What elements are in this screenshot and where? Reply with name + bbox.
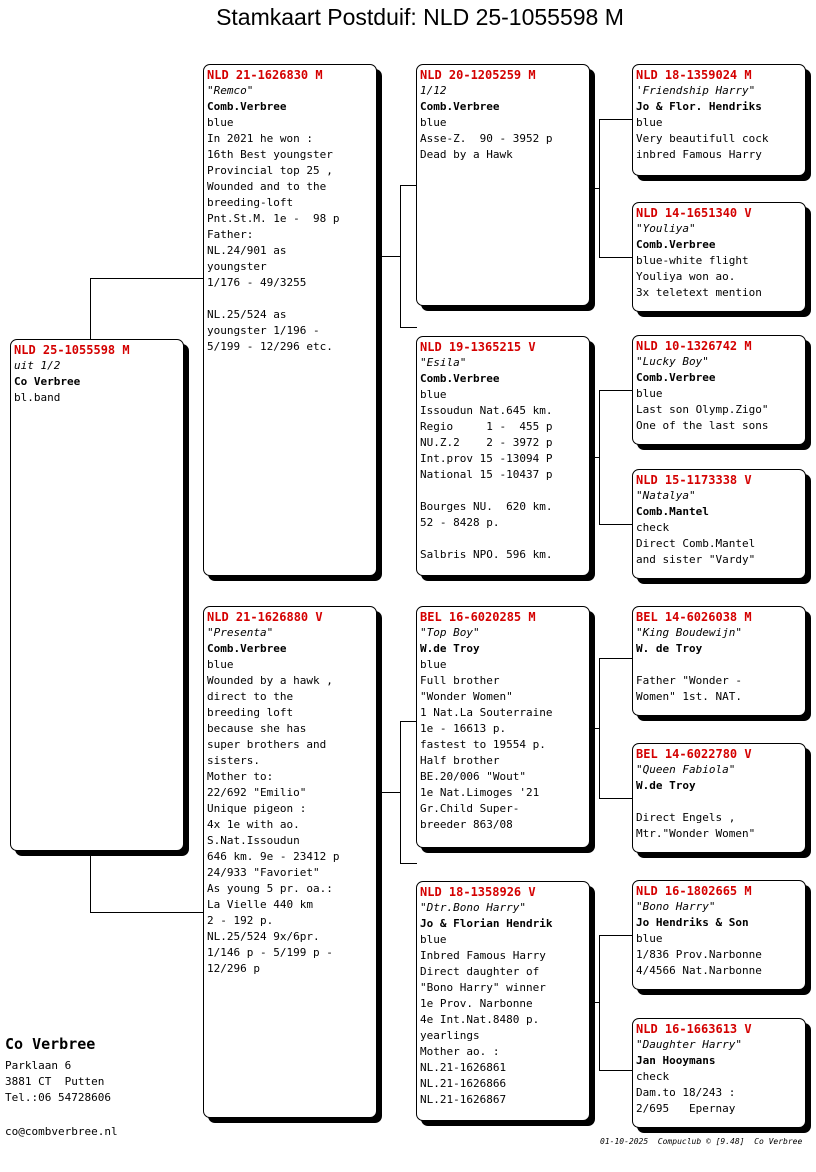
connector-mm bbox=[400, 863, 417, 864]
pigeon-name: uit 1/2 bbox=[14, 359, 61, 372]
pigeon-info-line: Wounded and to the bbox=[207, 180, 327, 193]
ring-number: NLD 18-1358926 V bbox=[420, 885, 536, 899]
pigeon-info-line: 4/4566 Nat.Narbonne bbox=[636, 964, 762, 977]
pigeon-info-line: BE.20/006 "Wout" bbox=[420, 770, 526, 783]
owner-phone: Tel.:06 54728606 bbox=[5, 1091, 111, 1104]
pigeon-info-line: 2/695 Epernay bbox=[636, 1102, 736, 1115]
pigeon-info-line: S.Nat.Issoudun bbox=[207, 834, 300, 847]
pigeon-owner: Jo & Florian Hendrik bbox=[420, 917, 553, 930]
pigeon-info-line: 3x teletext mention bbox=[636, 286, 762, 299]
pigeon-info-line: yearlings bbox=[420, 1029, 480, 1042]
pigeon-info-line: direct to the bbox=[207, 690, 294, 703]
pigeon-name: "Esila" bbox=[420, 356, 467, 369]
pigeon-info-line: 24/933 "Favoriet" bbox=[207, 866, 320, 879]
connector-ff bbox=[400, 185, 417, 186]
pigeon-name: 1/12 bbox=[420, 84, 447, 97]
connector-mf-branch bbox=[599, 658, 600, 798]
pigeon-info-line: blue bbox=[636, 116, 663, 129]
pigeon-info-line bbox=[207, 291, 373, 307]
connector-mm-branch bbox=[599, 935, 600, 1070]
pigeon-info-line: Direct Engels , bbox=[636, 811, 736, 824]
pigeon-info-line: Father: bbox=[207, 228, 254, 241]
connector-mmm bbox=[599, 1070, 632, 1071]
ring-number: NLD 14-1651340 V bbox=[636, 206, 752, 220]
ring-number: NLD 16-1663613 V bbox=[636, 1022, 752, 1036]
pigeon-owner: Comb.Verbree bbox=[636, 371, 716, 384]
pigeon-name: "King Boudewijn" bbox=[636, 626, 742, 639]
pigeon-info-line: La Vielle 440 km bbox=[207, 898, 313, 911]
pigeon-card-father[interactable] bbox=[203, 64, 377, 576]
pigeon-info-line: 22/692 "Emilio" bbox=[207, 786, 307, 799]
pigeon-info-line: 12/296 p bbox=[207, 962, 260, 975]
pigeon-info-line: Very beautifull cock bbox=[636, 132, 769, 145]
pigeon-card-ffm[interactable] bbox=[632, 202, 806, 312]
pigeon-owner: Comb.Mantel bbox=[636, 505, 709, 518]
ring-number: NLD 25-1055598 M bbox=[14, 343, 130, 357]
pigeon-info-line: 5/199 - 12/296 etc. bbox=[207, 340, 333, 353]
pigeon-card-mf[interactable] bbox=[416, 606, 590, 848]
pigeon-info-line: One of the last sons bbox=[636, 419, 769, 432]
pigeon-info-line: 1e Prov. Narbonne bbox=[420, 997, 533, 1010]
pigeon-info-line: blue bbox=[207, 116, 234, 129]
pigeon-info-line: youngster bbox=[207, 260, 267, 273]
pigeon-info-line: Father "Wonder - bbox=[636, 674, 742, 687]
ring-number: NLD 19-1365215 V bbox=[420, 340, 536, 354]
pigeon-card-mfm[interactable] bbox=[632, 743, 806, 853]
pigeon-info-line: 16th Best youngster bbox=[207, 148, 333, 161]
pigeon-info-line: blue-white flight bbox=[636, 254, 749, 267]
pigeon-info-line: Gr.Child Super- bbox=[420, 802, 520, 815]
pigeon-info-line: Pnt.St.M. 1e - 98 p bbox=[207, 212, 340, 225]
page-title: Stamkaart Postduif: NLD 25-1055598 M bbox=[216, 4, 624, 30]
ring-number: BEL 14-6022780 V bbox=[636, 747, 752, 761]
pigeon-info-line bbox=[636, 794, 802, 810]
pigeon-card-mm[interactable] bbox=[416, 881, 590, 1121]
pigeon-info-line: breeding-loft bbox=[207, 196, 294, 209]
pigeon-info-line: "Bono Harry" winner bbox=[420, 981, 546, 994]
pigeon-info-line: 1/836 Prov.Narbonne bbox=[636, 948, 762, 961]
pigeon-owner: Comb.Verbree bbox=[636, 238, 716, 251]
pigeon-info-line: Mtr."Wonder Women" bbox=[636, 827, 756, 840]
pigeon-card-fm[interactable] bbox=[416, 336, 590, 576]
pigeon-info-line: and sister "Vardy" bbox=[636, 553, 756, 566]
pigeon-info-line: NL.21-1626866 bbox=[420, 1077, 507, 1090]
connector-fmm bbox=[599, 524, 632, 525]
pigeon-info-line: Asse-Z. 90 - 3952 p bbox=[420, 132, 553, 145]
pigeon-name: "Daughter Harry" bbox=[636, 1038, 742, 1051]
pigeon-info-line: breeding loft bbox=[207, 706, 294, 719]
pigeon-info-line bbox=[636, 657, 802, 673]
pigeon-info-line: National 15 -10437 p bbox=[420, 468, 553, 481]
owner-name: Co Verbree bbox=[5, 1035, 96, 1053]
connector-ffm bbox=[599, 257, 632, 258]
pigeon-info-line: 4x 1e with ao. bbox=[207, 818, 300, 831]
pigeon-info-line: NL.25/524 as bbox=[207, 308, 287, 321]
pigeon-info-line: Provincial top 25 , bbox=[207, 164, 333, 177]
connector-father-branch bbox=[400, 185, 401, 327]
pigeon-info-line: because she has bbox=[207, 722, 307, 735]
pigeon-name: "Youliya" bbox=[636, 222, 696, 235]
pigeon-name: "Queen Fabiola" bbox=[636, 763, 736, 776]
pigeon-owner: W.de Troy bbox=[420, 642, 480, 655]
pigeon-info-line: Youliya won ao. bbox=[636, 270, 736, 283]
pigeon-card-mother[interactable] bbox=[203, 606, 377, 1118]
connector-mother bbox=[90, 912, 204, 913]
pigeon-info-line: NL.21-1626867 bbox=[420, 1093, 507, 1106]
pigeon-info-line: youngster 1/196 - bbox=[207, 324, 320, 337]
pigeon-info-line: Dam.to 18/243 : bbox=[636, 1086, 736, 1099]
pigeon-info-line: fastest to 19554 p. bbox=[420, 738, 546, 751]
pigeon-card-mmm[interactable] bbox=[632, 1018, 806, 1128]
ring-number: NLD 16-1802665 M bbox=[636, 884, 752, 898]
pigeon-info-line: Int.prov 15 -13094 P bbox=[420, 452, 553, 465]
pigeon-info-line: Direct daughter of bbox=[420, 965, 540, 978]
pigeon-info-line: breeder 863/08 bbox=[420, 818, 513, 831]
pigeon-info-line: Issoudun Nat.645 km. bbox=[420, 404, 553, 417]
pigeon-card-fmm[interactable] bbox=[632, 469, 806, 579]
pigeon-info-line: Half brother bbox=[420, 754, 500, 767]
pigeon-owner: Comb.Verbree bbox=[420, 100, 500, 113]
pigeon-info-line: As young 5 pr. oa.: bbox=[207, 882, 333, 895]
pigeon-info-line: blue bbox=[207, 658, 234, 671]
pigeon-owner: Jan Hooymans bbox=[636, 1054, 716, 1067]
pigeon-card-ff[interactable] bbox=[416, 64, 590, 306]
connector-mf bbox=[400, 721, 417, 722]
pigeon-info-line: bl.band bbox=[14, 391, 61, 404]
ring-number: NLD 10-1326742 M bbox=[636, 339, 752, 353]
pigeon-owner: W.de Troy bbox=[636, 779, 696, 792]
pigeon-info-line: Salbris NPO. 596 km. bbox=[420, 548, 553, 561]
pigeon-owner: Jo Hendriks & Son bbox=[636, 916, 749, 929]
pigeon-info-line: NL.24/901 as bbox=[207, 244, 287, 257]
connector-father-stub bbox=[382, 256, 400, 257]
pigeon-info-line: 1/176 - 49/3255 bbox=[207, 276, 307, 289]
pigeon-info-line: sisters. bbox=[207, 754, 260, 767]
pigeon-info-line: blue bbox=[420, 933, 447, 946]
pigeon-info-line: Women" 1st. NAT. bbox=[636, 690, 742, 703]
owner-address-city: 3881 CT Putten bbox=[5, 1075, 105, 1088]
pigeon-card-mff[interactable] bbox=[632, 606, 806, 716]
pigeon-info-line: Direct Comb.Mantel bbox=[636, 537, 756, 550]
pigeon-name: "Lucky Boy" bbox=[636, 355, 709, 368]
pigeon-name: 'Friendship Harry" bbox=[636, 84, 756, 97]
pigeon-info-line: 2 - 192 p. bbox=[207, 914, 274, 927]
pigeon-info-line: 1e - 16613 p. bbox=[420, 722, 507, 735]
connector-fmf bbox=[599, 390, 632, 391]
pigeon-name: "Remco" bbox=[207, 84, 254, 97]
pigeon-info-line: 646 km. 9e - 23412 p bbox=[207, 850, 340, 863]
connector-ff-stub bbox=[594, 188, 599, 189]
pigeon-info-line: Wounded by a hawk , bbox=[207, 674, 333, 687]
ring-number: NLD 21-1626830 M bbox=[207, 68, 323, 82]
pigeon-name: "Presenta" bbox=[207, 626, 274, 639]
pigeon-info-line: "Wonder Women" bbox=[420, 690, 513, 703]
pigeon-owner: Comb.Verbree bbox=[207, 100, 287, 113]
pigeon-name: "Bono Harry" bbox=[636, 900, 716, 913]
pigeon-card-subject[interactable] bbox=[10, 339, 184, 851]
pigeon-info-line: blue bbox=[420, 116, 447, 129]
connector-mfm bbox=[599, 798, 632, 799]
pigeon-info-line: check bbox=[636, 1070, 670, 1083]
pigeon-info-line: NU.Z.2 2 - 3972 p bbox=[420, 436, 553, 449]
pigeon-owner: Comb.Verbree bbox=[420, 372, 500, 385]
pigeon-name: "Dtr.Bono Harry" bbox=[420, 901, 526, 914]
pigeon-info-line: 52 - 8428 p. bbox=[420, 516, 500, 529]
pigeon-info-line: Unique pigeon : bbox=[207, 802, 307, 815]
connector-father bbox=[90, 278, 204, 279]
connector-mff bbox=[599, 658, 632, 659]
pigeon-info-line: inbred Famous Harry bbox=[636, 148, 762, 161]
pigeon-card-fff[interactable] bbox=[632, 64, 806, 176]
pigeon-info-line: Full brother bbox=[420, 674, 500, 687]
pigeon-info-line: blue bbox=[420, 658, 447, 671]
pigeon-info-line: 1/146 p - 5/199 p - bbox=[207, 946, 333, 959]
pigeon-info-line: NL.21-1626861 bbox=[420, 1061, 507, 1074]
owner-email[interactable]: co@combverbree.nl bbox=[5, 1125, 118, 1138]
connector-mm-stub bbox=[594, 1002, 599, 1003]
connector-mmf bbox=[599, 935, 632, 936]
connector-mother-stub bbox=[382, 792, 400, 793]
pigeon-owner: Co Verbree bbox=[14, 375, 81, 388]
pigeon-owner: W. de Troy bbox=[636, 642, 703, 655]
ring-number: BEL 16-6020285 M bbox=[420, 610, 536, 624]
pigeon-card-fmf[interactable] bbox=[632, 335, 806, 445]
pigeon-info-line: 1 Nat.La Souterraine bbox=[420, 706, 553, 719]
pigeon-info-line bbox=[420, 483, 586, 499]
print-credit: 01-10-2025 Compuclub © [9.48] Co Verbree bbox=[600, 1137, 803, 1146]
pigeon-owner: Comb.Verbree bbox=[207, 642, 287, 655]
ring-number: NLD 18-1359024 M bbox=[636, 68, 752, 82]
pigeon-info-line: 1e Nat.Limoges '21 bbox=[420, 786, 540, 799]
pigeon-info-line bbox=[420, 531, 586, 547]
pigeon-info-line: Mother to: bbox=[207, 770, 274, 783]
pigeon-info-line: Dead by a Hawk bbox=[420, 148, 513, 161]
connector-fm bbox=[400, 327, 417, 328]
connector-mf-stub bbox=[594, 728, 599, 729]
pigeon-info-line: super brothers and bbox=[207, 738, 327, 751]
pigeon-info-line: In 2021 he won : bbox=[207, 132, 313, 145]
owner-info bbox=[5, 1034, 111, 1106]
pigeon-info-line: NL.25/524 9x/6pr. bbox=[207, 930, 320, 943]
ring-number: NLD 21-1626880 V bbox=[207, 610, 323, 624]
connector-mother-branch bbox=[400, 721, 401, 863]
pigeon-card-mmf[interactable] bbox=[632, 880, 806, 990]
pigeon-info-line: blue bbox=[636, 932, 663, 945]
pigeon-info-line: Regio 1 - 455 p bbox=[420, 420, 553, 433]
connector-ff-branch bbox=[599, 119, 600, 257]
connector-fff bbox=[599, 119, 632, 120]
pigeon-name: "Natalya" bbox=[636, 489, 696, 502]
pigeon-name: "Top Boy" bbox=[420, 626, 480, 639]
pigeon-info-line: blue bbox=[420, 388, 447, 401]
pigeon-owner: Jo & Flor. Hendriks bbox=[636, 100, 762, 113]
owner-address-street: Parklaan 6 bbox=[5, 1059, 72, 1072]
pigeon-info-line: Inbred Famous Harry bbox=[420, 949, 546, 962]
pigeon-info-line: check bbox=[636, 521, 670, 534]
ring-number: BEL 14-6026038 M bbox=[636, 610, 752, 624]
ring-number: NLD 20-1205259 M bbox=[420, 68, 536, 82]
connector-fm-branch bbox=[599, 390, 600, 524]
pigeon-info-line: Bourges NU. 620 km. bbox=[420, 500, 553, 513]
pigeon-info-line: 4e Int.Nat.8480 p. bbox=[420, 1013, 540, 1026]
pigeon-info-line: blue bbox=[636, 387, 663, 400]
connector-fm-stub bbox=[594, 457, 599, 458]
pigeon-info-line: Mother ao. : bbox=[420, 1045, 500, 1058]
pigeon-info-line: Last son Olymp.Zigo" bbox=[636, 403, 769, 416]
ring-number: NLD 15-1173338 V bbox=[636, 473, 752, 487]
